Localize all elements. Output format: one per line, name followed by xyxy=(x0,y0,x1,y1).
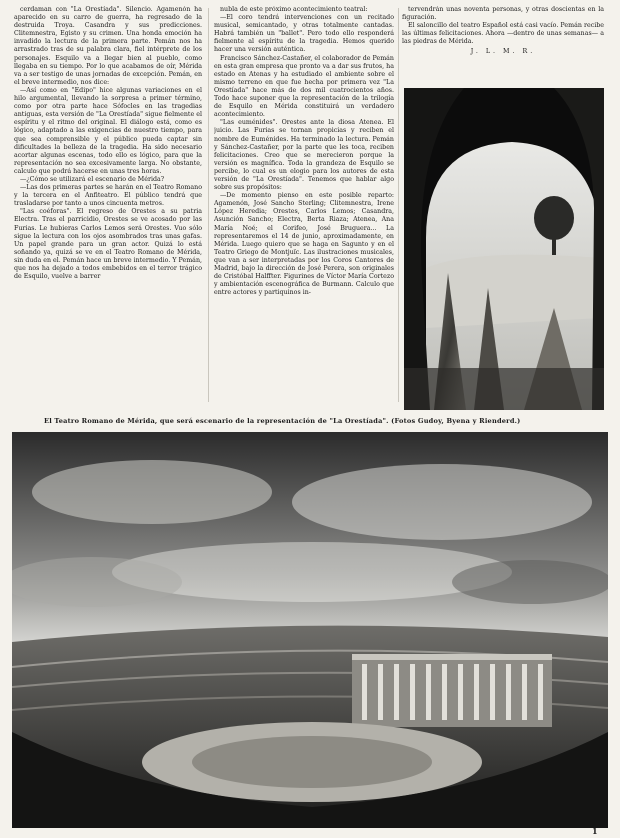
paragraph: —De momento pienso en este posible reparto: Agamenón, José Sancho Sterling; Clitemnestra, Irene López Heredia; Orestes, Carlos Lemos; Casandra, Asunción Sancho; Electra, Berta Riaza; Atenea, Ana María Noé; el Corifeo, José Bruguera... La representaremos el 14 de junio, aproximadamente, en Mérida. Luego quiero que se haga en Sagunto y en el Teatro Griego de Montjuïc. Las ilustraciones musicales, que van a ser interpretadas por los Coros Cantores de Madrid, bajo la dirección de José Perera, son originales de Cristóbal Halffter. Figurines de Víctor María Cortezo y ambientación escenográfica de Burmann. Calculo que entre actores y partiquinos in- xyxy=(214,192,394,297)
column-divider xyxy=(398,8,399,402)
author-initials: J. L. M. R. xyxy=(470,48,536,56)
paragraph: Francisco Sánchez-Castañer, el colaborador de Pemán en esta gran empresa que pronto va a dar sus frutos, ha estado en Atenas y ha estudiado el ambiente sobre el mismo terreno en que fue hecha por primera vez "La Orestíada" hace más de dos mil cuatrocientos años. Todo hace suponer que la representación de la trilogía de Esquilo en Mérida constituirá un verdadero acontecimiento. xyxy=(214,54,394,119)
paragraph: —El coro tendrá intervenciones con un recitado musical, semicantado, y otras totalmente cantadas. Habrá también un "ballet". Pero todo ello responderá fielmente al espíritu de la tragedia. Hemos querido hacer una versión auténtica. xyxy=(214,14,394,54)
paragraph: El saloncillo del teatro Español está casi vacío. Pemán recibe las últimas felicitaciones. Ahora —dentro de unas semanas— a las piedras de Mérida. xyxy=(402,22,604,46)
page-number: 1 xyxy=(592,826,598,836)
paragraph: —Las dos primeras partes se harán en el Teatro Romano y la tercera en el Anfiteatro. El público tendrá que trasladarse por tanto a unos cincuenta metros. xyxy=(14,184,202,208)
theatre-arches-photo xyxy=(404,88,604,410)
article-column-2 xyxy=(214,6,394,408)
paragraph: "Las euménides". Orestes ante la diosa Atenea. El juicio. Las Furias se tornan propicias y reciben el nombre de Euménides. Ha terminado la lectura. Pemán y Sánchez-Castañer, por la parte que les toca, reciben felicitaciones. Creo que se merecieron porque la versión es magnífica. Toda la grandeza de Esquilo se percibe, lo cual es un elogio para los autores de esta versión de "La Orestíada". Tenemos que hablar algo sobre sus propósitos: xyxy=(214,119,394,192)
paragraph: —¿Cómo se utilizará el escenario de Mérida? xyxy=(20,175,165,183)
paragraph: cerdaman con "La Orestíada". Silencio. Agamenón ha aparecido en su carro de guerra, ha regresado de la destruida Troya. Casandra y sus predicciones. Clitemnestra, Egisto y su crimen. Una honda emoción ha invadido la lectura de la primera parte. Pemán nos ha arrastrado tras de su palabra clara, fiel intérprete de los personajes. Esquilo va a llegar bien al pueblo, como llegaba en su tiempo. Por lo que acabamos de oír, Mérida va a ser testigo de unas jornadas de excepción. Pemán, en el breve intermedio, nos dice: xyxy=(14,6,202,86)
roman-theatre-photo xyxy=(12,432,608,828)
paragraph: nubla de este próximo acontecimiento teatral: xyxy=(220,6,368,13)
article-column-1 xyxy=(14,6,202,408)
photo-caption: El Teatro Romano de Mérida, que será escenario de la representación de "La Orestíada". (Fotos Gudoy, Byena y Rienderd.) xyxy=(44,417,521,425)
paragraph: "Las coéforas". El regreso de Orestes a su patria Electra. Tras el parricidio, Orestes se ve acosado por las Furias. Le hubieras Carlos Lemos será Orestes. Vuo sólo sigue la lectura con los ojos asombrados tras unas gafas. Un papel grande para un gran actor. Quizá lo está soñando ya, quizá se ve en el Teatro Romano de Mérida, sin duda en el. Pemán hace un breve intermedio. Y Pemán, que nos ha dejado a todos embebidos en el terror trágico de Esquilo, vuelve a barrer xyxy=(14,208,202,281)
article-column-3 xyxy=(402,6,604,84)
column-divider xyxy=(208,8,209,402)
paragraph: —Así como en "Edipo" hice algunas variaciones en el hilo argumental, llevando la sorpresa a primer término, como por otra parte hace Sófocles en las tragedias antiguas, esta versión de "La Orestíada" sigue fielmente el espíritu y el ritmo del original. El diálogo está, como es lógico, adaptado a las exigencias de nuestro tiempo, para que sea comprensible y el público pueda captar sin dificultades la belleza de la tragedia. Ha sido necesario acortar algunas escenas, todo ello es lógico, para que la representación no sea excesivamente larga. No obstante, calculo que podrá hacerse en unas tres horas. xyxy=(14,86,202,175)
paragraph: tervendrán unas noventa personas, y otras doscientas en la figuración. xyxy=(402,6,604,22)
